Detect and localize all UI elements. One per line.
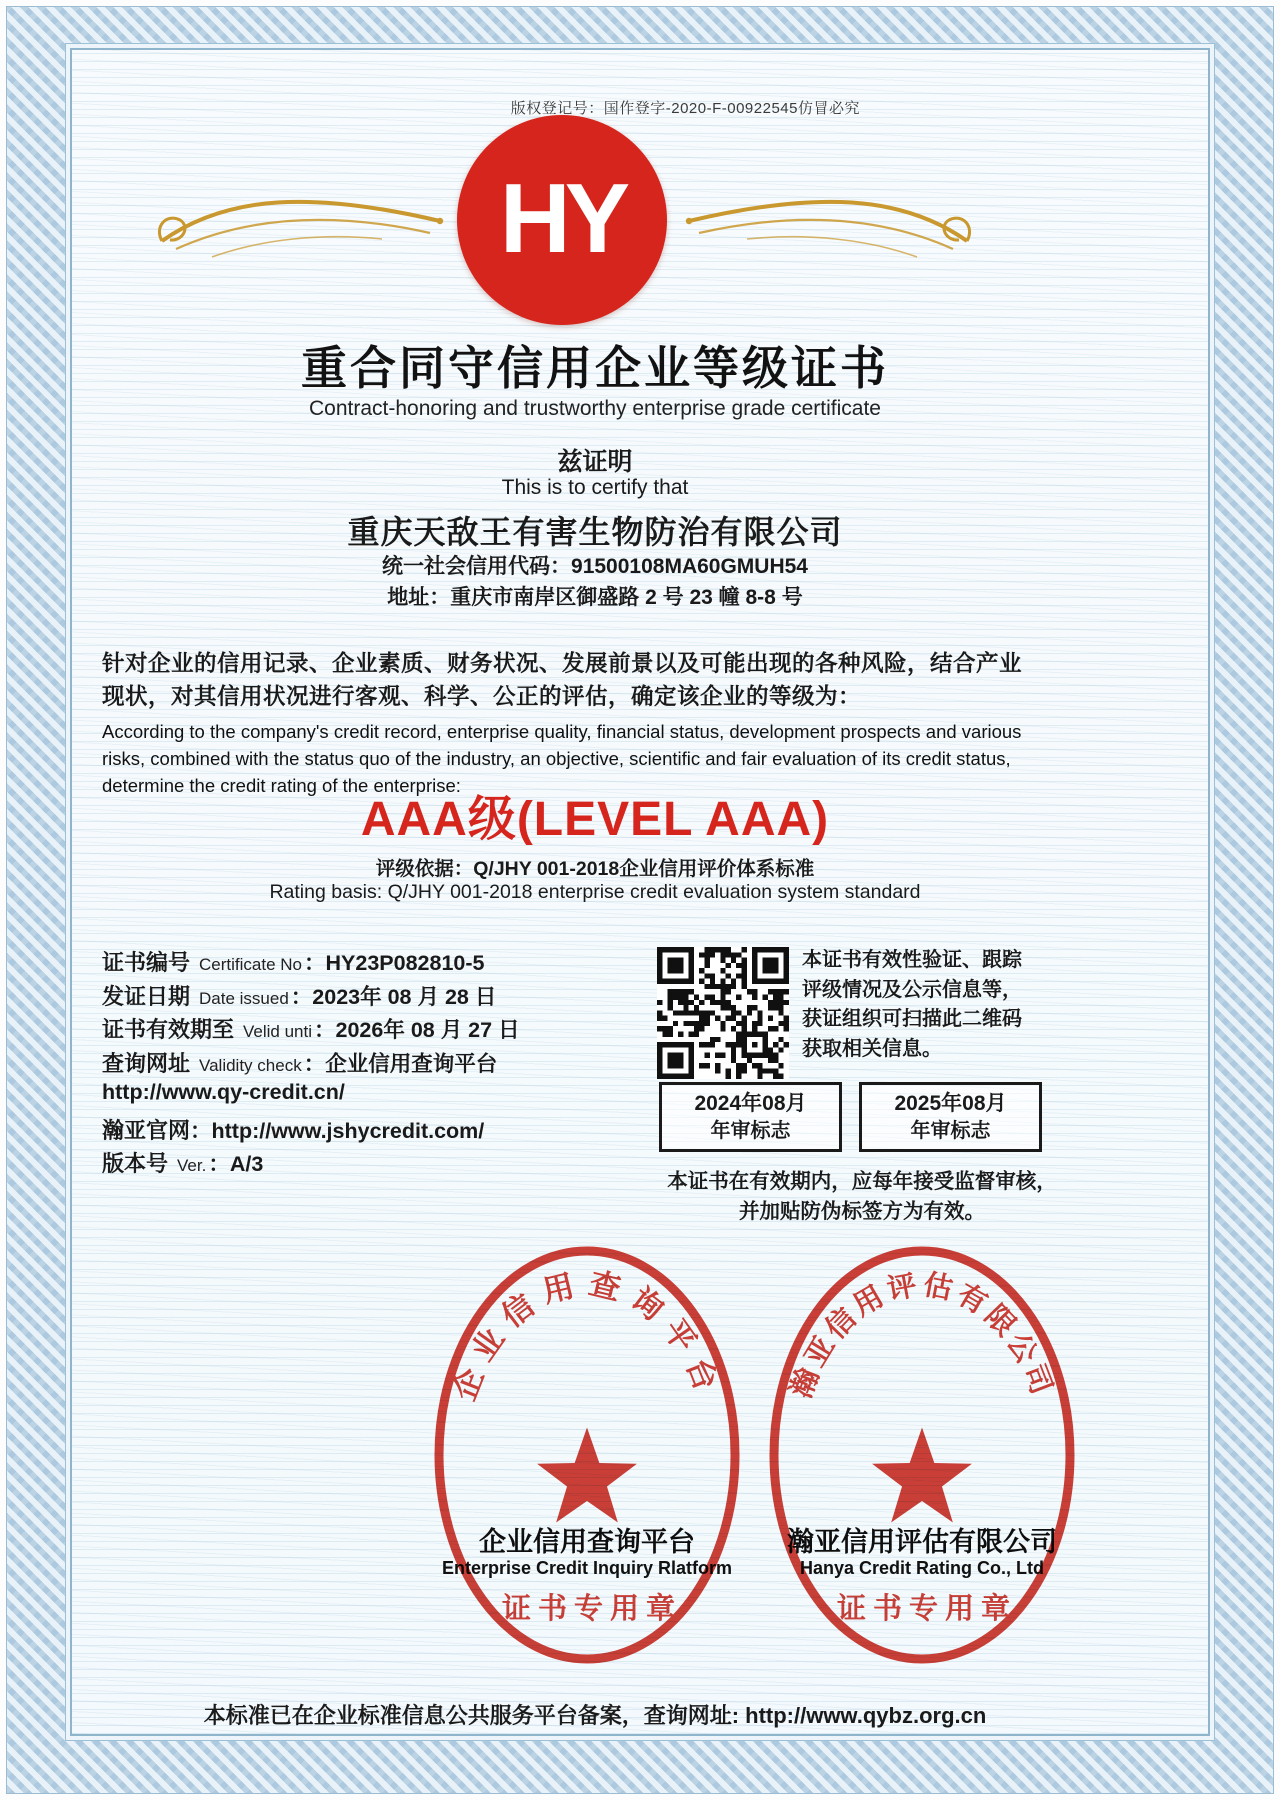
red-seal-left-icon [417, 1237, 757, 1667]
detail-label-zh: 查询网址 [102, 1050, 191, 1076]
evaluation-en-line2: risks, combined with the status quo of the industry, an objective, scientific and fair evaluation of its credit status, [102, 748, 1011, 769]
qr-note-line2: 评级情况及公示信息等， [802, 978, 1022, 1001]
validity-note-line1: 本证书在有效期内，应每年接受监督审核， [667, 1170, 1057, 1193]
certificate-content [72, 50, 1118, 1734]
detail-row-certificate-no [102, 946, 520, 980]
detail-row-date-issued [102, 980, 520, 1014]
detail-label-zh: 证书有效期至 [102, 1017, 235, 1042]
detail-value-url: ：http://www.jshycredit.com/ [190, 1118, 485, 1143]
detail-label-en: Ver. [177, 1156, 207, 1175]
detail-label-en: Certificate No [199, 955, 302, 974]
org-name-en-left: Enterprise Credit Inquiry Rlatform [441, 1558, 733, 1578]
detail-row-version [102, 1147, 520, 1181]
detail-value: ：2023年 08 月 28 日 [290, 984, 497, 1009]
annual-marks [659, 1082, 1042, 1152]
detail-value-url: http://www.qy-credit.cn/ [102, 1080, 345, 1104]
detail-row-validity-check [102, 1047, 520, 1081]
annual-mark-label: 年审标志 [910, 1120, 991, 1142]
detail-label-en: Velid unti [243, 1022, 313, 1041]
annual-mark-date: 2024年08月 [694, 1092, 807, 1115]
evaluation-en-line1: According to the company's credit record, enterprise quality, financial status, development prospects and various [102, 721, 1022, 742]
seal-ring-text: 瀚亚信用评估有限公司 [785, 1268, 1059, 1403]
seal-star-icon [537, 1428, 637, 1523]
certify-line-zh: 兹证明 [557, 448, 633, 476]
org-name-en-right: Hanya Credit Rating Co., Ltd [799, 1558, 1044, 1578]
annual-mark-box-2024 [659, 1082, 842, 1152]
certificate-subtitle-en: Contract-honoring and trustworthy enterprise grade certificate [309, 397, 881, 420]
seal-star-icon [872, 1428, 972, 1523]
company-name: 重庆天敌王有害生物防治有限公司 [347, 514, 843, 550]
copyright-line: 版权登记号：国作登字-2020-F-00922545仿冒必究 [510, 100, 860, 117]
qr-note-line1: 本证书有效性验证、跟踪 [802, 949, 1022, 971]
validity-note [612, 1167, 1112, 1227]
footer-filing-note: 本标准已在企业标准信息公共服务平台备案，查询网址: http://www.qybz.org.cn [203, 1703, 987, 1728]
evaluation-paragraph [102, 647, 1112, 799]
detail-label-zh: 版本号 [102, 1151, 169, 1176]
gold-flourish-left-icon [152, 187, 447, 272]
annual-mark-box-2025 [859, 1082, 1042, 1152]
detail-value: ：2026年 08 月 27 日 [314, 1018, 520, 1042]
certify-line-en: This is to certify that [501, 476, 689, 499]
detail-value: ：A/3 [208, 1152, 264, 1176]
seal-group-left [417, 1237, 757, 1667]
annual-mark-date: 2025年08月 [894, 1092, 1007, 1115]
certificate-title: 重合同守信用企业等级证书 [301, 342, 889, 394]
rating-basis-zh: 评级依据：Q/JHY 001-2018企业信用评价体系标准 [375, 858, 815, 880]
svg-text:企业信用查询平台 [446, 1265, 727, 1405]
evaluation-zh-line1: 针对企业的信用记录、企业素质、财务状况、发展前景以及可能出现的各种风险，结合产业 [102, 651, 1023, 676]
detail-label-zh: 发证日期 [102, 983, 191, 1009]
detail-value: ：企业信用查询平台 [303, 1051, 498, 1076]
detail-label-zh: 证书编号 [102, 950, 191, 975]
qr-note [802, 946, 1022, 1064]
rating-basis-en: Rating basis: Q/JHY 001-2018 enterprise credit evaluation system standard [269, 881, 921, 903]
detail-label-en: Date issued [199, 988, 289, 1008]
detail-row-qy-credit-url [102, 1080, 520, 1114]
rating-level: AAA级(LEVEL AAA) [360, 793, 830, 846]
hy-logo [457, 115, 667, 325]
seal-ring-text: 企业信用查询平台 [446, 1265, 728, 1406]
red-seal-right-icon [752, 1237, 1092, 1667]
detail-row-hanya-site [102, 1114, 520, 1148]
credit-code-line: 统一社会信用代码：91500108MA60GMUH54 [382, 555, 808, 578]
seal-stamp-text: 证书专用章 [501, 1593, 683, 1625]
detail-label-zh: 瀚亚官网 [102, 1117, 191, 1143]
certificate-field [70, 48, 1210, 1736]
svg-text:瀚亚信用评估有限公司 [784, 1268, 1059, 1403]
qr-note-line3: 获证组织可扫描此二维码 [802, 1008, 1022, 1030]
org-name-zh-right: 瀚亚信用评估有限公司 [787, 1527, 1057, 1557]
validity-note-line2: 并加贴防伪标签方为有效。 [739, 1200, 985, 1223]
org-name-zh-left: 企业信用查询平台 [479, 1527, 695, 1557]
certificate-details [102, 946, 520, 1181]
evaluation-en-line3: determine the credit rating of the enterprise: [102, 775, 461, 796]
address-line: 地址：重庆市南岸区御盛路 2 号 23 幢 8-8 号 [387, 586, 803, 609]
detail-label-en: Validity check [199, 1055, 302, 1075]
qr-code [657, 947, 789, 1079]
hy-logo-text: HY [499, 162, 625, 273]
evaluation-zh-line2: 现状，对其信用状况进行客观、科学、公正的评估，确定该企业的等级为： [102, 684, 862, 709]
seal-stamp-text: 证书专用章 [836, 1593, 1018, 1625]
seal-group-right [752, 1237, 1092, 1667]
detail-row-valid-until [102, 1013, 520, 1047]
qr-note-line4: 获取相关信息。 [802, 1037, 942, 1060]
annual-mark-label: 年审标志 [710, 1120, 791, 1142]
detail-value: ：HY23P082810-5 [304, 951, 485, 975]
gold-flourish-right-icon [682, 187, 977, 272]
